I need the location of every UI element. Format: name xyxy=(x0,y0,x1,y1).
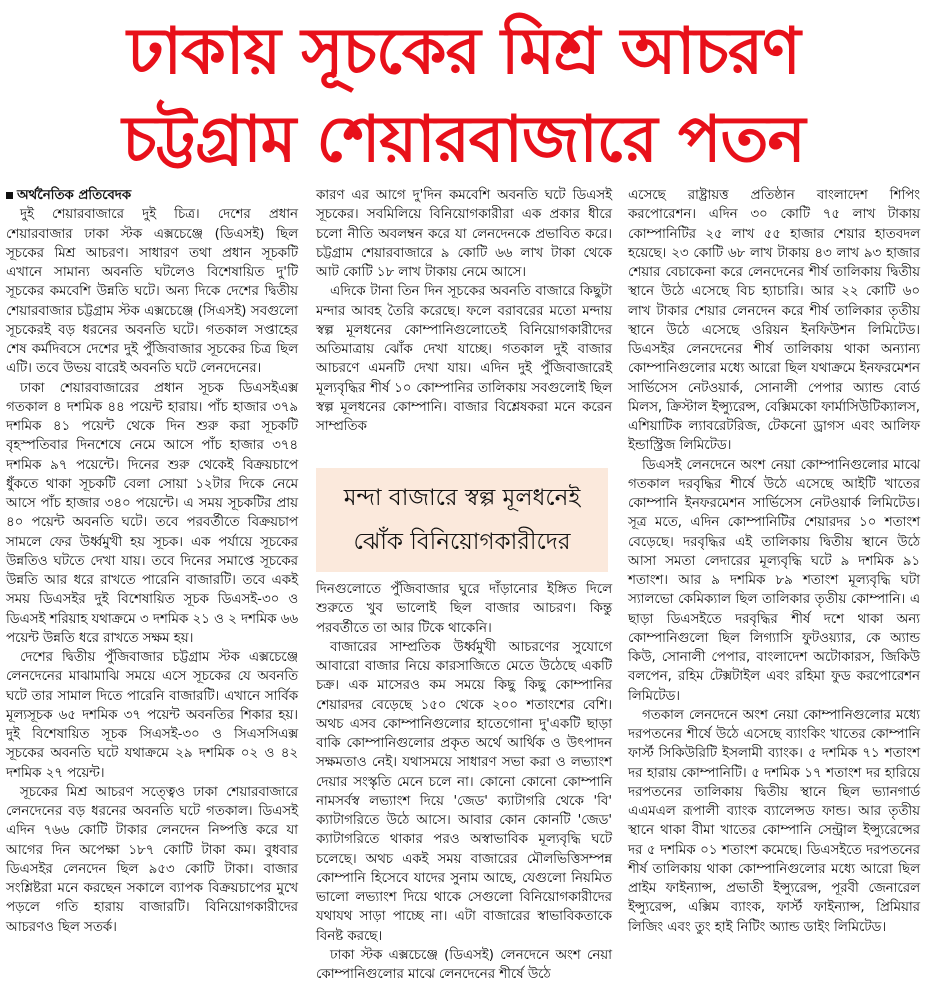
column-2-top xyxy=(316,186,612,436)
paragraph: বাজারের সাম্প্রতিক উর্ধ্বমুখী আচরণের সুযোগে আবারো বাজার নিয়ে কারসাজিতে মেতে উঠেছে একটি চক্র। এক মাসেরও কম সময়ে কিছু কিছু কোম্পানির শেয়ারদর বেড়েছে ১৫০ থেকে ২০০ শতাংশের বেশি। অথচ এসব কোম্পানিগুলোর হাতেগোনা দু'একটি ছাড়া বাকি কোম্পানিগুলোর প্রকৃত অর্থে আর্থিক ও উৎপাদন সক্ষমতাও নেই। যথাসময়ে সাধারণ সভা করা ও লভ্যাংশ দেয়ার সংস্কৃতি মেনে চলে না। কোনো কোনো কোম্পানি নামসর্বস্ব লভ্যাংশ দিয়ে 'জেড' ক্যাটাগরি থেকে 'বি' ক্যাটাগরিতে উঠে আসে। আবার কোন কোনটি 'জেড' ক্যাটাগরিতে থাকার পরও অস্বাভাবিক মূল্যবৃদ্ধি ঘটে চলেছে। অথচ একই সময় বাজারের মৌলভিত্তিসম্পন্ন কোম্পানি হিসেবে যাদের সুনাম আছে, যেগুলো নিয়মিত ভালো লভ্যাংশ দিয়ে থাকে সেগুলো বিনিয়োগকারীদের যথাযথ সাড়া পাচ্ছে না। এটা বাজারের স্বাভাবিকতাকে বিনষ্ট করছে। xyxy=(316,639,612,944)
pull-quote-line-1: মন্দা বাজারে স্বল্প মূলধনেই xyxy=(343,485,581,511)
paragraph: দেশের দ্বিতীয় পুঁজিবাজার চট্টগ্রাম স্টক এক্সচেঞ্জে লেনদেনের মাঝামাঝি সময়ে এসে সূচকের যে অবনতি ঘটে তার সামাল দিতে পারেনি বাজারটি। এখানে সার্বিক মূল্যসূচক ৬৫ দশমিক ৩৭ পয়েন্ট অবনতির শিকার হয়। দুই বিশেষায়িত সূচক সিএসই-৩০ ও সিএসসিএক্স সূচকের অবনতি ঘটে যথাক্রমে ২৯ দশমিক ০২ ও ৪২ দশমিক ২৭ পয়েন্ট। xyxy=(6,650,298,781)
paragraph: সূচকের মিশ্র আচরণ সত্ত্বেও ঢাকা শেয়ারবাজারে লেনদেনের বড় ধরনের অবনতি ঘটে গতকাল। ডিএসই এদিন ৭৬৬ কোটি টাকার লেনদেন নিষ্পত্তি করে যা আগের দিন অপেক্ষা ১৮৭ কোটি টাকা কম। বুধবার ডিএসইর লেনদেন ছিল ৯৫৩ কোটি টাকা। বাজার সংশ্লিষ্টরা মনে করছেন সকালে ব্যাপক বিক্রয়চাপের মুখে পড়লে গতি হারায় বাজারটি। বিনিয়োগকারীদের আচরণও ছিল সতর্ক। xyxy=(6,784,298,935)
headline-line-2: চট্টগ্রাম শেয়ারবাজারে পতন xyxy=(122,103,805,177)
paragraph: দিনগুলোতে পুঁজিবাজার ঘুরে দাঁড়ানোর ইঙ্গিত দিলে শুরুতে খুব ভালোই ছিল বাজার আচরণ। কিন্তু পরবর্তীতে তা আর টিকে থাকেনি। xyxy=(316,582,612,636)
pull-quote-line-2: ঝোঁক বিনিয়োগকারীদের xyxy=(353,529,571,555)
article-column-3 xyxy=(628,186,920,937)
column-2-bottom xyxy=(316,580,612,984)
paragraph: ডিএসই লেনদেনে অংশ নেয়া কোম্পানিগুলোর মাঝে গতকাল দরবৃদ্ধির শীর্ষে উঠে এসেছে আইটি খাতের কোম্পানি ইনফরমেশন সার্ভিসেস নেটওয়ার্ক লিমিটেড। সূত্র মতে, এদিন কোম্পানিটির শেয়ারদর ১০ শতাংশ বেড়েছে। দরবৃদ্ধির এই তালিকায় দ্বিতীয় স্থানে উঠে আসা সমতা লেদারের মূল্যবৃদ্ধি ঘটে ৯ দশমিক ৯১ শতাংশ। আর ৯ দশমিক ৮৯ শতাংশ মূল্যবৃদ্ধি ঘটা স্যালভো কেমিক্যাল ছিল তালিকার তৃতীয় কোম্পানি। এ ছাড়া ডিএসইতে দরবৃদ্ধির শীর্ষ দশে থাকা অন্য কোম্পানিগুলো ছিল লিগ্যাসি ফুটওয়্যার, কে অ্যান্ড কিউ, সোনালী পেপার, বাংলাদেশ অটোকারস, জিকিউ বলপেন, রহিম টেক্সটাইল এবং রহিমা ফুড করপোরেশন লিমিটেড। xyxy=(628,457,920,704)
byline-text: অর্থনৈতিক প্রতিবেদক xyxy=(17,188,132,203)
paragraph: গতকাল লেনদেনে অংশ নেয়া কোম্পানিগুলোর মধ্যে দরপতনের শীর্ষে উঠে এসেছে ব্যাংকিং খাতের কোম্পানি ফার্স্ট সিকিউরিটি ইসলামী ব্যাংক। ৫ দশমিক ৭১ শতাংশ দর হারায় কোম্পানিটি। ৫ দশমিক ১৭ শতাংশ দর হারিয়ে দরপতনের তালিকায় দ্বিতীয় স্থানে ছিল ভ্যানগার্ড এএমএল রূপালী ব্যাংক ব্যালেন্সড ফান্ড। আর তৃতীয় স্থানে থাকা বীমা খাতের কোম্পানি সেন্ট্রাল ইন্স্যুরেন্সের দর ৫ দশমিক ০১ শতাংশ কমেছে। ডিএসইতে দরপতনের শীর্ষ তালিকায় থাকা কোম্পানিগুলোর মধ্যে আরো ছিল প্রাইম ফাইন্যান্স, প্রভাতী ইন্স্যুরেন্স, পূরবী জেনারেল ইন্স্যুরেন্স, এক্সিম ব্যাংক, ফার্স্ট ফাইন্যান্স, প্রিমিয়ার লিজিং এবং তুং হাই নিটিং অ্যান্ড ডাইং লিমিটেড। xyxy=(628,707,920,935)
paragraph: এসেছে রাষ্ট্রায়ত্ত প্রতিষ্ঠান বাংলাদেশ শিপিং করপোরেশন। এদিন ৩০ কোটি ৭৫ লাখ টাকায় কোম্পানিটির ২৫ লাখ ৫৫ হাজার শেয়ার হাতবদল হয়েছে। ২৩ কোটি ৬৮ লাখ টাকায় ৪৩ লাখ ৯৩ হাজার শেয়ার বেচাকেনা করে লেনদেনের শীর্ষ তালিকায় দ্বিতীয় স্থানে উঠে এসেছে বিচ হ্যাচারি। আর ২২ কোটি ৬০ লাখ টাকার শেয়ার লেনদেন করে শীর্ষ তালিকার তৃতীয় স্থানে উঠে এসেছে ওরিয়ন ইনফিউশন লিমিটেড। ডিএসইর লেনদেনের শীর্ষ তালিকায় থাকা অন্যান্য কোম্পানিগুলোর মধ্যে আরো ছিল যথাক্রমে ইনফরমেশন সার্ভিসেস নেটওয়ার্ক, সোনালী পেপার অ্যান্ড বোর্ড মিলস, ক্রিস্টাল ইন্স্যুরেন্স, বেক্সিমকো ফার্মাসিউটিক্যালস, এশিয়াটিক ল্যাবরেটরিজ, টেকনো ড্রাগস এবং আলিফ ইন্ডাস্ট্রিজ লিমিটেড। xyxy=(628,188,920,454)
bullet-square-icon xyxy=(6,192,13,199)
paragraph: কারণ এর আগে দু'দিন কমবেশি অবনতি ঘটে ডিএসই সূচকের। সবমিলিয়ে বিনিয়োগকারীরা এক প্রকার ধীরে চলো নীতি অবলম্বন করে যা লেনদেনকে প্রভাবিত করে। চট্টগ্রাম শেয়ারবাজারে ৯ কোটি ৬৬ লাখ টাকা থেকে আট কোটি ১৮ লাখ টাকায় নেমে আসে। xyxy=(316,188,612,280)
pull-quote xyxy=(316,468,608,572)
paragraph: ঢাকা শেয়ারবাজারের প্রধান সূচক ডিএসইএক্স গতকাল ৪ দশমিক ৪৪ পয়েন্ট হারায়। পাঁচ হাজার ৩৭৯ দশমিক ৪১ পয়েন্ট থেকে দিন শুরু করা সূচকটি বৃহস্পতিবার দিনশেষে নেমে আসে পাঁচ হাজার ৩৭৪ দশমিক ৯৭ পয়েন্টে। দিনের শুরু থেকেই বিক্রয়চাপে ধুঁকতে থাকা সূচকটি বেলা সোয়া ১২টার দিকে নেমে আসে পাঁচ হাজার ৩৪০ পয়েন্টে। এ সময় সূচকটির প্রায় ৪০ পয়েন্ট অবনতি ঘটে। তবে পরবর্তীতে বিক্রয়চাপ সামলে ফের উর্ধ্বমুখী হয় সূচক। এক পর্যায়ে সূচকের উন্নতিও ঘটতে দেখা যায়। তবে দিনের সমাপ্তে সূচকের উন্নতি আর ধরে রাখতে পারেনি বাজারটি। তবে একই সময় ডিএসইর দুই বিশেষায়িত সূচক ডিএসই-৩০ ও ডিএসই শরিয়াহ যথাক্রমে ৩ দশমিক ২১ ও ২ দশমিক ৬৬ পয়েন্ট উন্নতি ধরে রাখতে সক্ষম হয়। xyxy=(6,380,298,646)
paragraph: ঢাকা স্টক এক্সচেঞ্জে (ডিএসই) লেনদেনে অংশ নেয়া কোম্পানিগুলোর মাঝে লেনদেনের শীর্ষে উঠে xyxy=(316,947,612,982)
headline-line-1: ঢাকায় সূচকের মিশ্র আচরণ xyxy=(127,15,800,89)
byline xyxy=(6,186,298,205)
article-column-1 xyxy=(6,186,298,937)
paragraph: এদিকে টানা তিন দিন সূচকের অবনতি বাজারে কিছুটা মন্দার আবহ তৈরি করেছে। ফলে বরাবরের মতো মন্দায় স্বল্প মূলধনের কোম্পানিগুলোতেই বিনিয়োগকারীদের অতিমাত্রায় ঝোঁক দেখা যাচ্ছে। গতকাল দুই বাজার আচরণে এমনটি দেখা যায়। এদিন দুই পুঁজিবাজারেই মূল্যবৃদ্ধির শীর্ষ ১০ কোম্পানির তালিকায় সবগুলোই ছিল স্বল্প মূলধনের কোম্পানি। বাজার বিশ্লেষকরা মনে করেন সাম্প্রতিক xyxy=(316,284,612,434)
paragraph: দুই শেয়ারবাজারে দুই চিত্র। দেশের প্রধান শেয়ারবাজার ঢাকা স্টক এক্সচেঞ্জে (ডিএসই) ছিল সূচকের মিশ্র আচরণ। সাধারণ তথা প্রধান সূচকটি এখানে সামান্য অবনতি ঘটলেও বিশেষায়িত দু'টি সূচকের কমবেশি উন্নতি ঘটে। অন্য দিকে দেশের দ্বিতীয় শেয়ারবাজার চট্টগ্রাম স্টক এক্সচেঞ্জে (সিএসই) সবগুলো সূচকেরই বড় ধরনের অবনতি ঘটে। গতকাল সপ্তাহের শেষ কর্মদিবসে দেশের দুই পুঁজিবাজার সূচকের চিত্র ছিল এটি। তবে উভয় বারেই অবনতি ঘটে লেনদেনের। xyxy=(6,207,298,377)
